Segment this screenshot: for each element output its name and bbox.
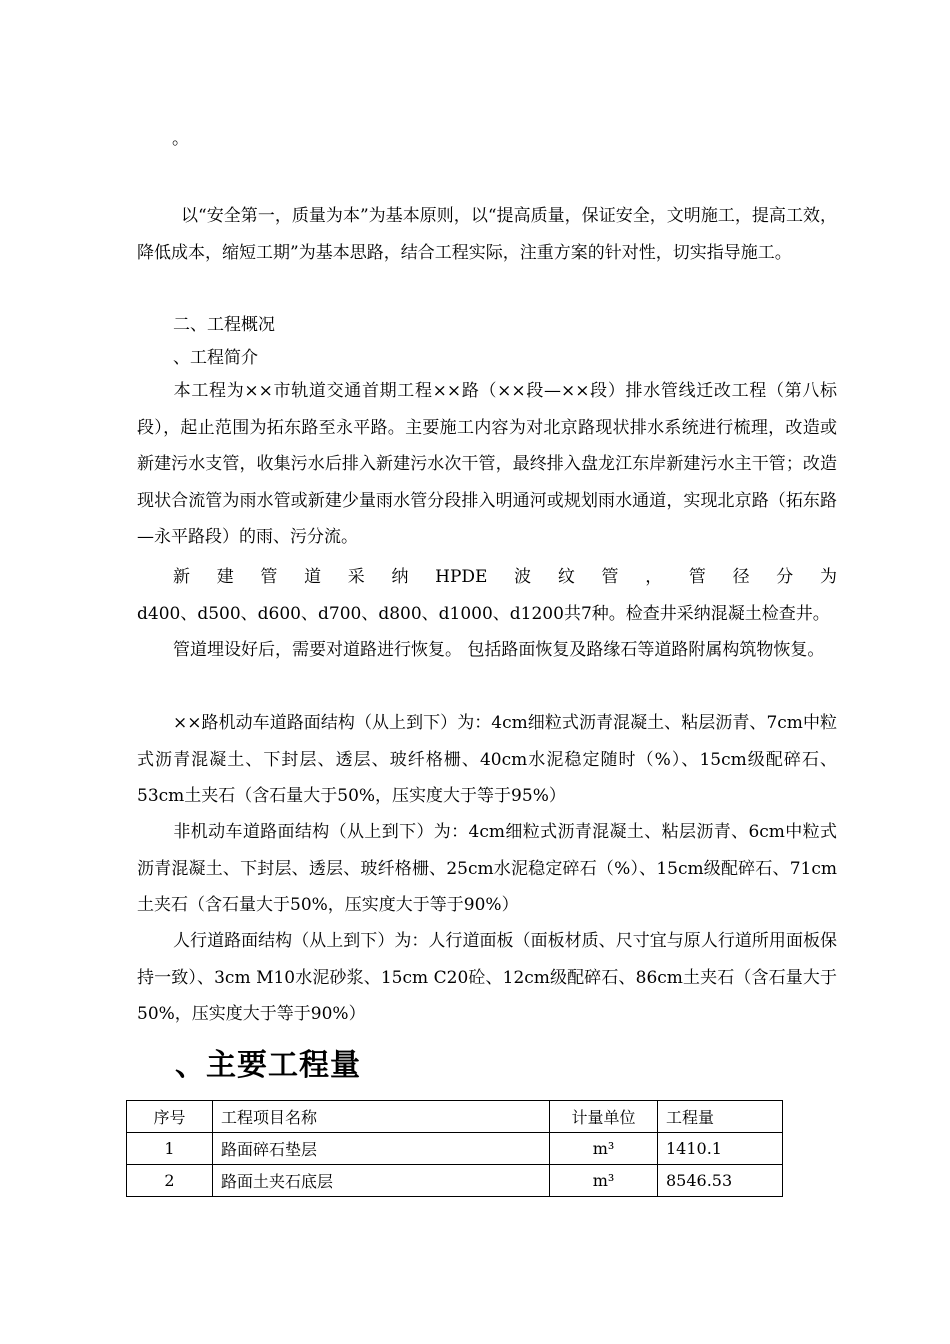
quantity-section-title: 、主要工程量 — [175, 1048, 361, 1083]
cell-index: 1 — [127, 1133, 213, 1165]
header-cell-item: 工程项目名称 — [213, 1101, 550, 1133]
section-title-overview: 二、工程概况 — [173, 315, 275, 335]
table-row — [127, 1133, 783, 1165]
motorway-paragraph: ××路机动车道路面结构（从上到下）为：4cm细粒式沥青混凝土、粘层沥青、7cm中粒式沥青混凝土、下封层、透层、玻纤格栅、40cm水泥稳定随时（%）、15cm级配碎石、53cm土夹石（含石量大于50%，压实度大于等于95%） — [137, 713, 837, 806]
pipe-paragraph — [137, 559, 837, 632]
principle-paragraph: 以“安全第一，质量为本”为基本原则，以“提高质量，保证安全，文明施工，提高工效，降低成本，缩短工期”为基本思路，结合工程实际，注重方案的针对性，切实指导施工。 — [137, 206, 837, 263]
pipe-paragraph-line2: d400、d500、d600、d700、d800、d1000、d1200共7种。检查井采纳混凝土检查井。 — [137, 603, 830, 624]
table-header-row — [127, 1101, 783, 1133]
header-cell-index: 序号 — [127, 1101, 213, 1133]
quantity-table — [126, 1100, 783, 1197]
restore-paragraph: 管道埋设好后，需要对道路进行恢复。 包括路面恢复及路缘石等道路附属构筑物恢复。 — [173, 640, 825, 660]
cell-unit: m³ — [550, 1133, 658, 1165]
pipe-paragraph-line1: 新建管道采纳HPDE波纹管，管径分为 — [173, 567, 837, 587]
cell-index: 2 — [127, 1165, 213, 1197]
header-cell-unit: 计量单位 — [550, 1101, 658, 1133]
header-cell-quantity: 工程量 — [658, 1101, 783, 1133]
cell-quantity: 1410.1 — [658, 1133, 783, 1165]
cell-unit: m³ — [550, 1165, 658, 1197]
sidewalk-paragraph: 人行道路面结构（从上到下）为：人行道面板（面板材质、尺寸宜与原人行道所用面板保持一致）、3cm M10水泥砂浆、15cm C20砼、12cm级配碎石、86cm土夹石（含石量大于50%，压实度大于等于90%） — [137, 931, 837, 1024]
project-paragraph: 本工程为××市轨道交通首期工程××路（××段—××段）排水管线迁改工程（第八标段），起止范围为拓东路至永平路。主要施工内容为对北京路现状排水系统进行梳理，改造或新建污水支管，收集污水后排入新建污水次干管，最终排入盘龙江东岸新建污水主干管；改造现状合流管为雨水管或新建少量雨水管分段排入明通河或规划雨水通道，实现北京路（拓东路—永平路段）的雨、污分流。 — [137, 381, 837, 547]
subsection-title-intro: 、工程简介 — [173, 348, 258, 368]
stray-punctuation: 。 — [172, 129, 189, 149]
cell-item: 路面碎石垫层 — [213, 1133, 550, 1165]
non-motorway-paragraph: 非机动车道路面结构（从上到下）为：4cm细粒式沥青混凝土、粘层沥青、6cm中粒式沥青混凝土、下封层、透层、玻纤格栅、25cm水泥稳定碎石（%）、15cm级配碎石、71cm土夹石（含石量大于50%，压实度大于等于90%） — [137, 822, 837, 915]
cell-item: 路面土夹石底层 — [213, 1165, 550, 1197]
cell-quantity: 8546.53 — [658, 1165, 783, 1197]
table-row — [127, 1165, 783, 1197]
